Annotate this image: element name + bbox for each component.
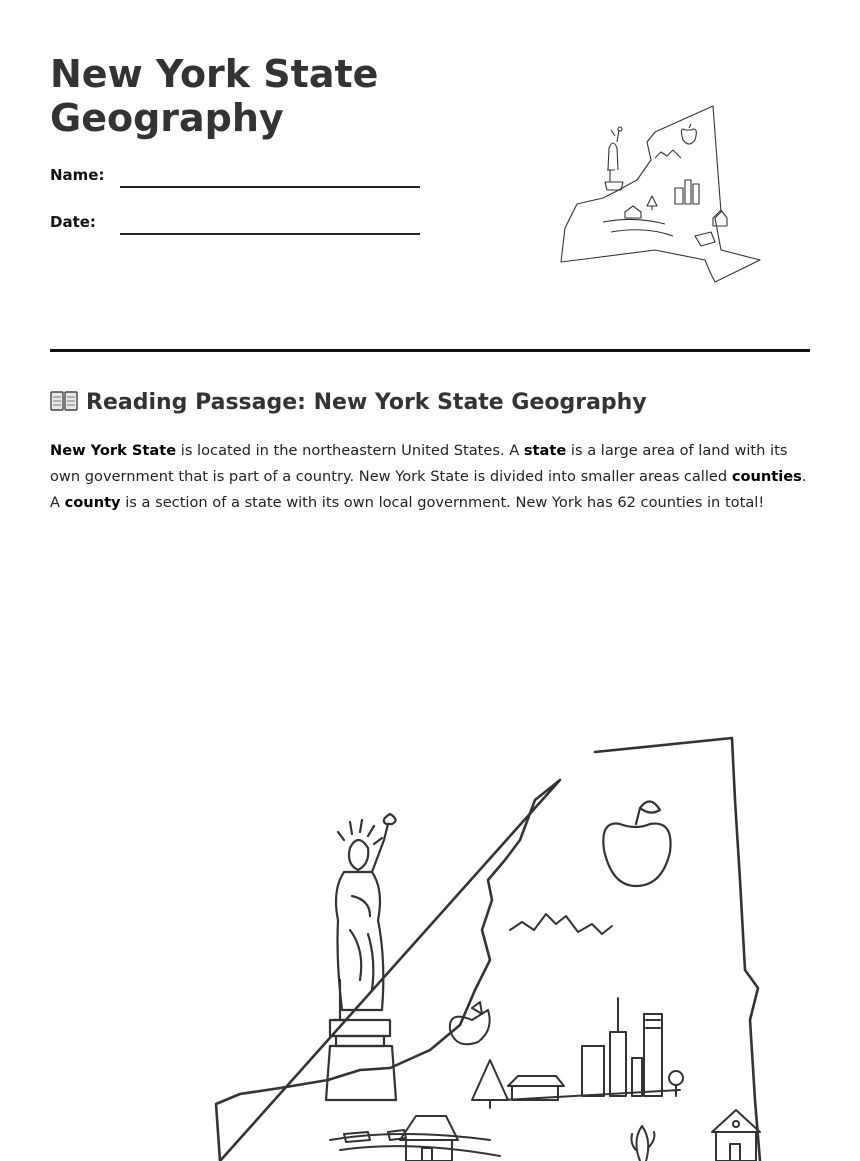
tree-icon [647,196,657,210]
church-house-icon [712,1110,760,1161]
apple-icon [603,801,670,886]
term-counties: counties [731,468,802,485]
name-label: Name: [50,166,105,184]
passage-text-3: . A [50,468,807,511]
state-outline-icon [561,106,760,282]
name-field [50,166,430,196]
farm-fields-icon [330,1134,500,1156]
corn-icon [632,1126,655,1161]
date-blank-line [120,233,420,235]
date-field [50,213,430,243]
apple-half-icon [450,1002,490,1044]
statue-of-liberty-icon [326,814,396,1100]
title-line-1: New York State [50,52,379,96]
term-state: state [523,442,567,459]
term-county: county [64,494,121,511]
city-skyline-icon [675,180,699,204]
new-york-state-map-thumbnail [555,100,770,290]
new-york-state-map-illustration [200,720,800,1161]
statue-of-liberty-icon [605,127,623,190]
name-blank-line [120,186,420,188]
page-title [50,52,470,140]
open-book-icon [50,388,78,418]
state-outline-icon [216,738,760,1161]
city-skyline-icon [582,998,662,1096]
reading-passage [50,438,815,516]
farm-house-icon [625,206,641,218]
section-heading-text: Reading Passage: New York State Geography [86,390,647,415]
passage-text-2: is a large area of land with its own government that is part of a country. New York State is divided into smaller areas called [50,442,788,485]
passage-text-4: is a section of a state with its own local government. New York has 62 counties in total! [120,494,765,511]
mountains-icon [510,914,612,934]
title-line-2: Geography [50,96,284,140]
date-label: Date: [50,213,96,231]
section-divider [50,349,810,352]
passage-text-1: is located in the northeastern United States. A [176,442,524,459]
term-new-york-state: New York State [50,442,177,459]
section-heading [50,388,647,418]
barn-icon [400,1116,458,1161]
apple-icon [681,124,696,144]
mountains-icon [655,150,681,158]
